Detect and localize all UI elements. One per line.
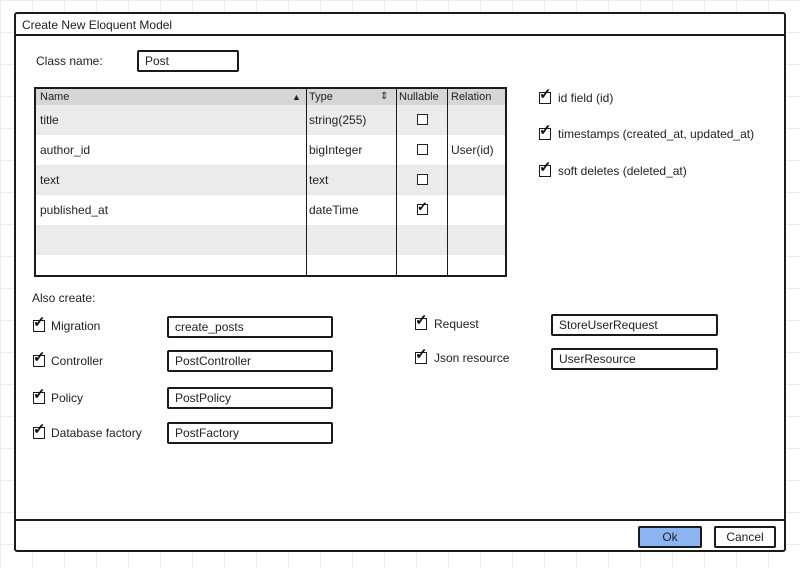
class-name-input[interactable]: Post	[137, 50, 239, 72]
cell-type: bigInteger	[309, 143, 363, 157]
cell-name: published_at	[40, 203, 109, 217]
nullable-checkbox[interactable]	[417, 174, 428, 185]
cancel-button[interactable]: Cancel	[714, 526, 776, 548]
check-icon: ✓	[33, 421, 46, 438]
column-divider	[396, 89, 397, 275]
cell-relation: User(id)	[451, 143, 494, 157]
cell-name: text	[40, 173, 60, 187]
policy-checkbox[interactable]	[33, 386, 46, 404]
class-name-label: Class name:	[36, 54, 103, 68]
cell-name: author_id	[40, 143, 91, 157]
create-model-dialog	[14, 12, 786, 552]
sort-updown-icon[interactable]: ⇕	[380, 91, 389, 102]
table-row[interactable]	[36, 195, 505, 225]
fields-grid	[34, 87, 507, 277]
cell-type: text	[309, 173, 329, 187]
grid-header	[36, 89, 505, 106]
column-divider	[447, 89, 448, 275]
migration-label: Migration	[51, 319, 101, 333]
footer-divider	[16, 519, 784, 521]
timestamps-label: timestamps (created_at, updated_at)	[558, 127, 755, 141]
json-resource-label: Json resource	[434, 351, 510, 365]
timestamps-checkbox[interactable]	[539, 122, 552, 140]
controller-name-input[interactable]: PostController	[167, 350, 333, 372]
column-divider	[306, 89, 307, 275]
sort-ascending-icon[interactable]: ▲	[292, 92, 301, 102]
table-row[interactable]	[36, 225, 505, 255]
policy-label: Policy	[51, 391, 84, 405]
check-icon: ✓	[33, 349, 46, 366]
factory-name-input[interactable]: PostFactory	[167, 422, 333, 444]
controller-checkbox[interactable]	[33, 349, 46, 367]
column-header-name[interactable]: Name	[40, 91, 70, 103]
controller-label: Controller	[51, 354, 104, 368]
check-icon: ✓	[539, 122, 552, 139]
cell-type: string(255)	[309, 113, 367, 127]
id-field-checkbox[interactable]	[539, 86, 552, 104]
nullable-checkbox[interactable]	[417, 199, 428, 215]
column-header-nullable: Nullable	[399, 91, 439, 103]
database-factory-label: Database factory	[51, 426, 142, 440]
json-resource-checkbox[interactable]	[415, 346, 428, 364]
cell-name: title	[40, 113, 59, 127]
table-row[interactable]	[36, 105, 505, 135]
soft-deletes-checkbox[interactable]	[539, 159, 552, 177]
nullable-checkbox[interactable]	[417, 114, 428, 125]
dialog-title: Create New Eloquent Model	[16, 14, 784, 36]
request-label: Request	[434, 317, 479, 331]
check-icon: ✓	[417, 199, 428, 214]
also-create-label: Also create:	[32, 291, 96, 305]
request-checkbox[interactable]	[415, 312, 428, 330]
table-row[interactable]	[36, 255, 505, 277]
ok-button[interactable]: Ok	[638, 526, 702, 548]
column-header-relation: Relation	[451, 91, 492, 103]
cell-type: dateTime	[309, 203, 359, 217]
nullable-checkbox[interactable]	[417, 144, 428, 155]
policy-name-input[interactable]: PostPolicy	[167, 387, 333, 409]
request-name-input[interactable]: StoreUserRequest	[551, 314, 718, 336]
table-row[interactable]	[36, 165, 505, 195]
column-header-type[interactable]: Type	[309, 91, 333, 103]
migration-checkbox[interactable]	[33, 314, 46, 332]
table-row[interactable]	[36, 135, 505, 165]
id-field-label: id field (id)	[558, 91, 614, 105]
check-icon: ✓	[33, 314, 46, 331]
check-icon: ✓	[539, 159, 552, 176]
migration-name-input[interactable]: create_posts	[167, 316, 333, 338]
check-icon: ✓	[539, 86, 552, 103]
json-resource-name-input[interactable]: UserResource	[551, 348, 718, 370]
soft-deletes-label: soft deletes (deleted_at)	[558, 164, 687, 178]
check-icon: ✓	[415, 346, 428, 363]
check-icon: ✓	[415, 312, 428, 329]
database-factory-checkbox[interactable]	[33, 421, 46, 439]
check-icon: ✓	[33, 386, 46, 403]
